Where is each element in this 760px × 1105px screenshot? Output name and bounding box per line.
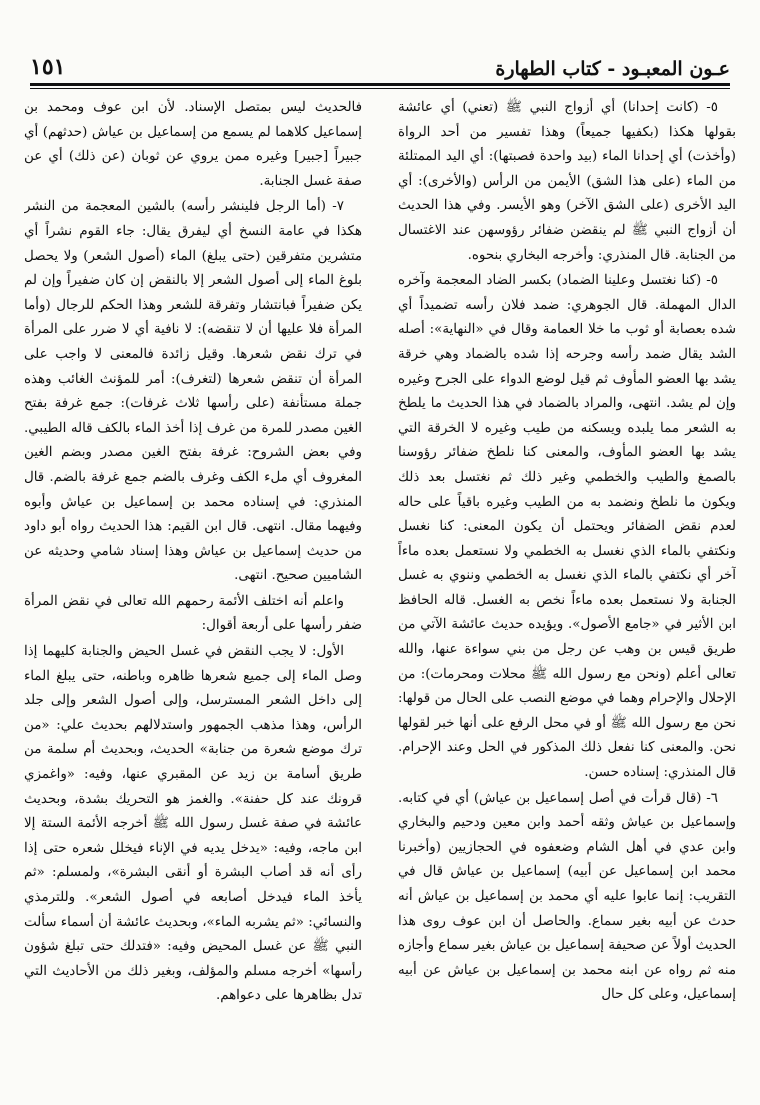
running-title: عـون المعبـود - كتاب الطهارة (495, 58, 730, 80)
paragraph: واعلم أنه اختلف الأئمة رحمهم الله تعالى في نقض المرأة ضفر رأسها على أربعة أقوال: (24, 593, 362, 634)
paragraph: الأول: لا يجب النقض في غسل الحيض والجنابة كليهما إذا وصل الماء إلى جميع شعرها ظاهره وباطنه، حتى يبلغ الماء إلى داخل الشعر المسترسل، وإلى أصول الشعر وإلى جلد الرأس، وهذا مذهب الجمهور واستدلالهم بحديث علي: «من ترك موضع شعرة من جنابة» الحديث، وبحديث أم سلمة من طريق أسامة بن زيد عن المقبري عنها، وفيه: «واغمزي قرونك عند كل حفنة». والغمز هو التحريك بشدة، وبحديث عائشة في صفة غسل رسول الله ﷺ أخرجه الأئمة الستة إلا ابن ماجه، وفيه: «يدخل يديه في الإناء فيخلل شعره حتى إذا رأى أنه قد أصاب البشرة أو أنقى البشرة»، ولمسلم: «ثم يأخذ الماء فيدخل أصابعه في أصول الشعر». وللترمذي والنسائي: «ثم يشربه الماء»، وبحديث عائشة أن أسماء سألت النبي ﷺ عن غسل المحيض وفيه: «فتدلك حتى تبلغ شؤون رأسها» أخرجه مسلم والمؤلف، وبغير ذلك من الأحاديث التي تدل بظاهرها على دعواهم. (24, 644, 362, 1004)
page-number: ١٥١ (30, 54, 66, 80)
text-columns (24, 96, 736, 1075)
paragraph: ٦- (قال قرأت في أصل إسماعيل بن عياش) أي في كتابه. وإسماعيل بن عياش وثقه أحمد وابن معين ودحيم والبخاري وابن عدي في أهل الشام وضعفوه في الحجازيين (وأخبرنا محمد ابن إسماعيل عن أبيه) إسماعيل بن عياش قال في التقريب: إنما عابوا عليه أي محمد بن إسماعيل بن عياش أنه حدث عن أبيه بغير سماع. والحاصل أن ابن عوف روى هذا الحديث أولاً عن صحيفة إسماعيل بن عياش بغير سماع وأجازه منه ثم رواه عن ابنه محمد بن إسماعيل بن عياش عن أبيه إسماعيل، وعلى كل حال (398, 790, 736, 1003)
paragraph: ٧- (أما الرجل فلينشر رأسه) بالشين المعجمة من النشر هكذا في عامة النسخ أي ليفرق يقال: جاء القوم نشراً أي متشرين متفرقين (حتى يبلغ) الماء (أصول الشعر) ولا يحصل بلوغ الماء إلى أصول الشعر إلا بالنقض إن كان ضفيراً وإن لم يكن ضفيراً فبانتشار وتفرقة للشعر وهذا الحكم للرجال (وأما المرأة فلا عليها أن لا تنقضه): لا نافية أي لا ضرر على المرأة في ترك نقض شعرها. وقيل زائدة فالمعنى لا واجب على المرأة أن تنقض شعرها (لتغرف): أمر للمؤنث الغائب وهذه جملة مستأنفة (على رأسها ثلاث غرفات): جمع غرفة بفتح الغين مصدر للمرة من غرف إذا أخذ الماء بالكف قاله الطيبي. وفي بعض الشروح: غرفة بفتح الغين مصدر وبضم الغين المغروف أي ملء الكف وغرف بالضم جمع غرفة بالضم. قال المنذري: في إسناده محمد بن إسماعيل بن عياش وأبوه وفيهما مقال. انتهى. قال ابن القيم: هذا الحديث رواه أبو داود من حديث إسماعيل بن عياش وهذا إسناد شامي وحديثه عن الشاميين صحيح. انتهى. (24, 199, 362, 584)
header-rule (30, 83, 730, 89)
right-column (398, 96, 736, 1075)
paragraph: ٥- (كانت إحدانا) أي أزواج النبي ﷺ (تعني) أي عائشة بقولها هكذا (بكفيها جميعاً) وهذا تفسير من أحد الرواة (وأخذت) أي إحدانا الماء (بيد واحدة فصبتها): أي اليد الممتلئة من الماء (على هذا الشق) الأيمن من الرأس (والأخرى): أي اليد الأخرى (على الشق الآخر) وهو الأيسر. وفي هذا الحديث أن أزواج النبي ﷺ لم ينقضن ضفائر رؤوسهن عند الاغتسال من الجنابة. قال المنذري: وأخرجه البخاري بنحوه. (398, 100, 736, 263)
paragraph: ٥- (كنا نغتسل وعلينا الضماد) بكسر الضاد المعجمة وآخره الدال المهملة. قال الجوهري: ضمد فلان رأسه تضميداً أي شده بعصابة أو ثوب ما خلا العمامة وقال في «النهاية»: أصله الشد يقال ضمد رأسه وجرحه إذا شده بالضماد وهي خرقة يشد بها العضو المأوف ثم قيل لوضع الدواء على الجرح وغيره وإن لم يشد. انتهى، والمراد بالضماد في هذا الحديث ما يلطخ به الشعر مما يلبده ويسكنه من طيب وغيره لا الخرقة التي يشد بها العضو المأوف، والمعنى كنا نلطخ ضفائر رؤوسنا بالصمغ والطيب والخطمي وغير ذلك ثم نغتسل بعد ذلك ويكون ما نلطخ ونضمد به من الطيب وغيره باقياً على حاله لعدم نقض الضفائر ويحتمل أن يكون المعنى: كنا نغسل ونكتفي بالماء الذي نغسل به الخطمي ولا نستعمل بعده ماءاً آخر أي نكتفي بالماء الذي نغسل به الخطمي وننوي به غسل الجنابة ولا نستعمل بعده ماءاً نخص به الغسل. قاله الحافظ ابن الأثير في «جامع الأصول». ويؤيده حديث عائشة الآتي من طريق قيس بن وهب عن رجل من بني سواءة عنها، والله تعالى أعلم (ونحن مع رسول الله ﷺ محلات ومحرمات): من الإحلال والإحرام وهما في موضع النصب على الحال من قولها: نحن مع رسول الله ﷺ أو في محل الرفع على أنها خبر لقولها نحن. والمعنى كنا نفعل ذلك المذكور في الحل وعند الإحرام. قال المنذري: إسناده حسن. (398, 273, 736, 781)
page-header (30, 46, 730, 80)
left-column (24, 96, 362, 1075)
paragraph: فالحديث ليس بمتصل الإسناد. لأن ابن عوف ومحمد بن إسماعيل كلاهما لم يسمع من إسماعيل بن عياش (حدثهم) أي جبيراً [جبير] وغيره ممن يروي عن ثوبان (عن ذلك) أي عن صفة غسل الجنابة. (24, 100, 362, 189)
